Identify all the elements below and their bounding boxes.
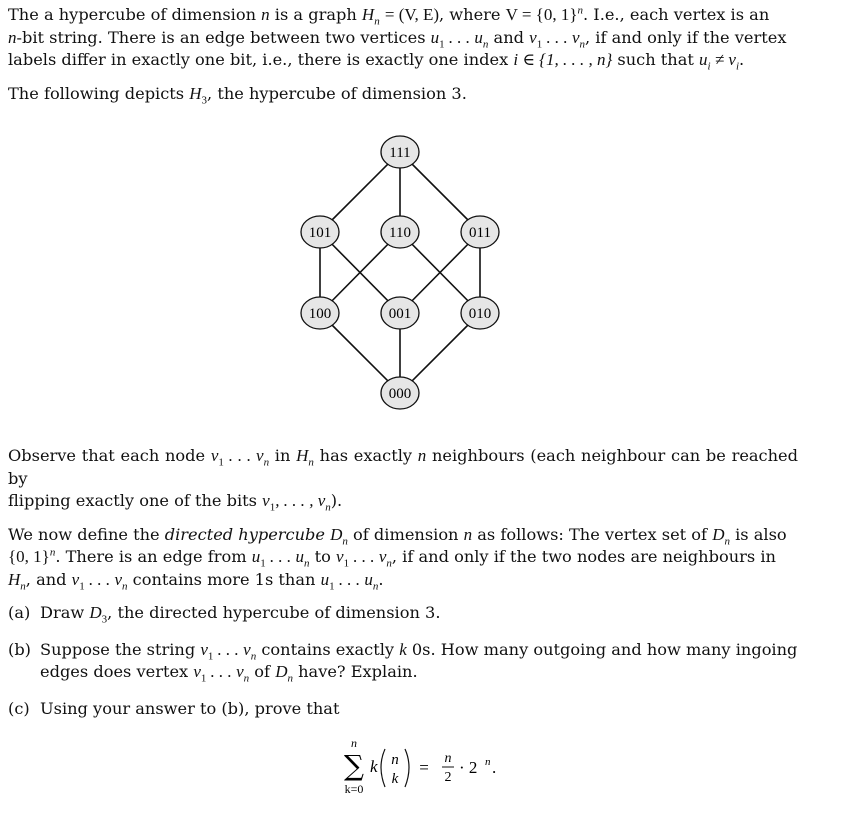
equals-sign: =	[419, 758, 429, 777]
text-run: The a hypercube of dimension	[8, 5, 262, 24]
math-v: v	[200, 639, 208, 659]
math-sup: n	[49, 546, 56, 559]
intro-paragraph	[8, 4, 798, 72]
math-u-seq: $u_1$ . . . $u_n$	[320, 569, 379, 592]
problem-text	[8, 4, 798, 105]
math-binary-set: {0, 1}$^n$	[8, 546, 56, 566]
math-v: v	[256, 446, 264, 465]
math-k: k	[370, 757, 378, 776]
text-run: Observe that each node	[8, 446, 211, 465]
math-v: v	[243, 639, 251, 659]
text-run: contains more 1s than	[127, 569, 321, 589]
power-n: n	[485, 756, 491, 768]
math-ne: ≠	[714, 50, 725, 69]
text-run: .	[378, 569, 384, 589]
math-v: v	[71, 569, 80, 589]
question-label: (b)	[8, 639, 31, 659]
math-v: v	[571, 27, 580, 47]
binom-left-paren	[381, 749, 385, 787]
text-run: . I.e., each vertex is an	[583, 5, 770, 24]
math-sub: n	[250, 649, 257, 662]
node-100	[301, 297, 339, 329]
text-run: is also	[729, 524, 787, 544]
question-label: (a)	[8, 603, 31, 622]
math-sub: n	[263, 456, 270, 469]
text-run: -bit string. There is an edge between two vertices	[16, 27, 431, 47]
math-v: v	[210, 446, 219, 465]
node-label: 101	[308, 225, 332, 241]
math-v-seq: $v_1$ . . . $v_n$	[71, 569, 128, 592]
text-run: has exactly	[313, 446, 418, 465]
math-u: u	[320, 569, 330, 589]
frac-denominator: 2	[444, 770, 452, 785]
text-run: We now define the	[8, 524, 165, 544]
math-Dn: $D_n$	[712, 524, 730, 547]
math-D3: $D_3$	[89, 603, 108, 626]
node-label: 110	[389, 225, 411, 241]
math-v-seq: $v_1$ . . . $v_n$	[336, 547, 392, 570]
hypercube-edges	[320, 152, 480, 393]
node-010	[461, 297, 499, 329]
node-label: 001	[388, 306, 412, 322]
text-run: in	[269, 446, 297, 465]
math-sub: n	[20, 579, 26, 592]
node-110	[381, 216, 419, 248]
times-two: · 2	[459, 758, 478, 777]
sum-sign: ∑	[344, 749, 364, 782]
math-Dn: $D_n$	[275, 662, 293, 685]
math-H: H	[189, 83, 202, 103]
text-run: and	[488, 27, 530, 47]
text-run: , if and only if the vertex	[584, 27, 787, 47]
math-sub: n	[372, 579, 379, 592]
math-v-seq: $v_1$ . . . $v_n$	[529, 27, 585, 50]
math-sub: n	[374, 15, 380, 28]
formula-period: .	[492, 758, 497, 777]
math-u: u	[295, 547, 304, 566]
math-v: v	[262, 491, 270, 510]
text-run: neighbours (each neighbour can be reached by	[8, 446, 798, 488]
math-v: v	[236, 662, 244, 681]
node-label: 111	[389, 145, 411, 161]
binom-right-paren	[405, 749, 409, 787]
text-run: edges does vertex	[40, 662, 194, 681]
math-sup: n	[577, 4, 584, 17]
text-run: contains exactly	[256, 639, 400, 659]
node-label: 011	[469, 225, 491, 241]
node-label: 010	[468, 306, 492, 322]
text-run: flipping exactly one of the bits	[8, 491, 263, 510]
math-sub: n	[482, 37, 489, 50]
text-run: , if and only if the two nodes are neighbours in	[391, 547, 776, 566]
math-Hn	[296, 446, 314, 469]
text-run: . There is an edge from	[55, 547, 252, 566]
node-111	[381, 136, 419, 168]
observe-and-define	[8, 445, 798, 591]
math-u: u	[474, 27, 483, 47]
math-sub: n	[724, 534, 730, 547]
math-u-seq: $u_1$ . . . $u_n$	[430, 27, 489, 50]
text-run: The following depicts	[8, 83, 190, 103]
math-n: n	[463, 524, 473, 544]
text-run: of dimension	[347, 524, 464, 544]
math-v: v	[529, 27, 537, 47]
text-run: , where	[439, 5, 506, 24]
math-v-seq: $v_1$ . . . $v_n$	[193, 662, 250, 685]
math-v: v	[317, 491, 326, 510]
binom-bottom: k	[391, 771, 399, 787]
binom-top: n	[391, 752, 399, 768]
text-run: to	[309, 547, 337, 566]
math-v: v	[193, 662, 201, 681]
math-Hn	[8, 569, 26, 592]
math-sub: n	[122, 579, 128, 592]
text-run: Draw	[40, 603, 90, 622]
math-u: u	[251, 547, 261, 566]
question-list	[8, 602, 798, 720]
math-H3: $H_3$	[189, 83, 208, 106]
define-paragraph	[8, 524, 798, 592]
text-run: , and	[25, 569, 72, 589]
text-run: such that	[612, 50, 699, 69]
math-H: H	[8, 569, 21, 589]
intro-paragraph-2	[8, 83, 798, 106]
math-VE: = (V, E)	[384, 5, 439, 24]
math-index-set: i ∈ {1, . . . , n}	[513, 50, 613, 69]
math-Dn: $D_n$	[330, 524, 348, 547]
math-sub: n	[342, 534, 348, 547]
math-v-bits: $v_1$, . . . , $v_n$	[262, 491, 331, 514]
math-v: v	[114, 569, 123, 589]
math-sub: n	[243, 672, 250, 685]
observe-paragraph	[8, 445, 798, 513]
question-b	[8, 639, 798, 684]
math-v-seq: $v_1$ . . . $v_n$	[200, 639, 257, 662]
text-run: is a graph	[269, 5, 362, 24]
text-run: labels differ in exactly one bit, i.e., there is exactly one index	[8, 50, 514, 69]
question-label: (c)	[8, 698, 30, 718]
node-011	[461, 216, 499, 248]
math-Vset-text: V = {0, 1}	[505, 5, 578, 24]
math-u: u	[430, 27, 440, 47]
math-sub: n	[386, 557, 392, 570]
math-u-seq: $u_1$ . . . $u_n$	[251, 547, 310, 570]
math-k: k	[399, 639, 407, 659]
math-ui-ne-vi: $u_i \ne v_i$	[699, 50, 740, 73]
node-label: 000	[388, 386, 412, 402]
text-run: of	[249, 662, 276, 681]
math-v-seq: $v_1$ . . . $v_n$	[210, 446, 270, 469]
hypercube-diagram	[290, 130, 520, 415]
node-label: 100	[308, 306, 332, 322]
text-run: ).	[330, 491, 343, 510]
math-H: H	[296, 446, 309, 465]
text-run: as follows: The vertex set of	[472, 524, 713, 544]
text-run: Using your answer to (b), prove that	[40, 698, 340, 718]
math-n: n	[261, 5, 270, 24]
sum-upper-limit: n	[351, 736, 357, 750]
math-Vset	[506, 5, 583, 24]
text-run: , the hypercube of dimension 3.	[207, 83, 467, 103]
node-001	[381, 297, 419, 329]
math-u: u	[364, 569, 373, 589]
math-v: v	[336, 547, 344, 566]
text-run: have? Explain.	[292, 662, 418, 681]
math-H: H	[361, 5, 375, 24]
text-run: .	[739, 50, 745, 69]
math-v: v	[378, 547, 387, 566]
math-sub: n	[579, 37, 585, 50]
math-sub: n	[308, 456, 314, 469]
question-c	[8, 698, 798, 721]
text-run: , the directed hypercube of dimension 3.	[107, 603, 441, 622]
term-directed-hypercube: directed hypercube	[164, 524, 325, 544]
math-Hn	[361, 5, 380, 28]
frac-numerator: n	[444, 751, 452, 766]
math-sub: n	[325, 501, 331, 514]
node-000	[381, 377, 419, 409]
node-101	[301, 216, 339, 248]
math-n: n	[8, 27, 17, 47]
question-a	[8, 602, 798, 625]
text-run: 0s. How many outgoing and how many ingoing	[406, 639, 798, 659]
math-n: n	[417, 446, 427, 465]
sum-formula	[338, 735, 508, 805]
math-sub: n	[287, 672, 293, 685]
sum-lower-limit: k=0	[344, 782, 364, 796]
math-sub: n	[304, 557, 310, 570]
text-run: Suppose the string	[40, 639, 201, 659]
